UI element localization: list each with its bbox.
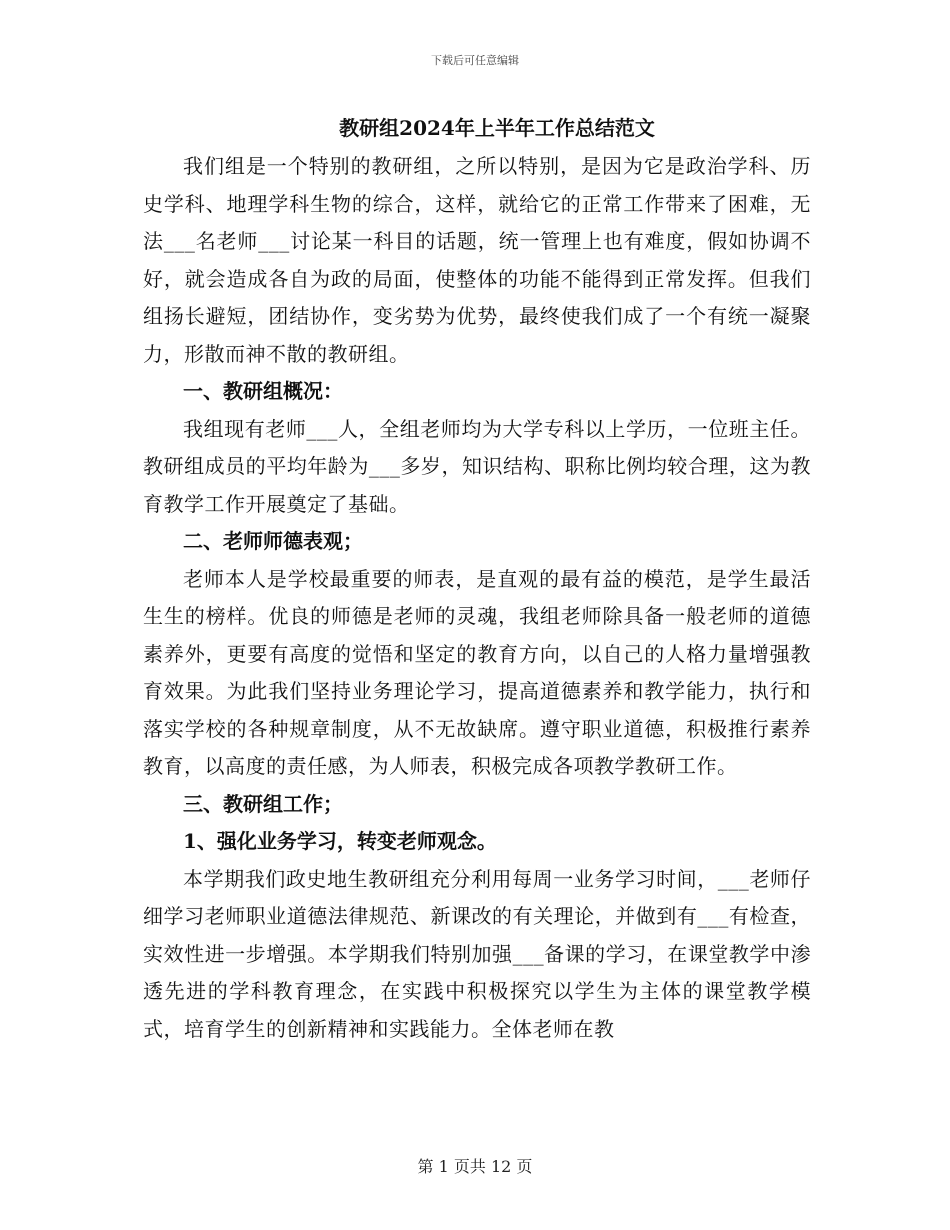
page-footer: 第 1 页共 12 页 [417, 1157, 533, 1176]
subsection-heading-study: 1、强化业务学习，转变老师观念。 [183, 829, 497, 853]
document-body [143, 112, 811, 1048]
subsection-body-study: 本学期我们政史地生教研组充分利用每周一业务学习时间，___老师仔细学习老师职业道德法律规范、新课改的有关理论，并做到有___有检查，实效性进一步增强。本学期我们特别加强___备课的学习，在课堂教学中渗透先进的学科教育理念，在实践中积极探究以学生为主体的课堂教学模式，培育学生的创新精神和实践能力。全体老师在教 [143, 866, 811, 1041]
section-heading-work: 三、教研组工作； [183, 791, 343, 816]
page-header-note: 下载后可任意编辑 [431, 54, 519, 67]
document-title: 教研组2024年上半年工作总结范文 [339, 116, 655, 140]
section-body-ethics: 老师本人是学校最重要的师表，是直观的最有益的模范，是学生最活生生的榜样。优良的师德是老师的灵魂，我组老师除具备一般老师的道德素养外，更要有高度的觉悟和坚定的教育方向，以自己的人格力量增强教育效果。为此我们坚持业务理论学习，提高道德素养和教学能力，执行和落实学校的各种规章制度，从不无故缺席。遵守职业道德，积极推行素养教育，以高度的责任感，为人师表，积极完成各项教学教研工作。 [143, 566, 811, 778]
section-heading-ethics: 二、老师师德表观； [183, 529, 363, 553]
section-heading-overview: 一、教研组概况： [183, 379, 343, 403]
intro-paragraph: 我们组是一个特别的教研组，之所以特别，是因为它是政治学科、历史学科、地理学科生物的综合，这样，就给它的正常工作带来了困难，无法___名老师___讨论某一科目的话题，统一管理上也有难度，假如协调不好，就会造成各自为政的局面，使整体的功能不能得到正常发挥。但我们组扬长避短，团结协作，变劣势为优势，最终使我们成了一个有统一凝聚力，形散而神不散的教研组。 [143, 154, 811, 366]
section-body-overview: 我组现有老师___人，全组老师均为大学专科以上学历，一位班主任。教研组成员的平均年龄为___多岁，知识结构、职称比例均较合理，这为教育教学工作开展奠定了基础。 [143, 416, 811, 516]
